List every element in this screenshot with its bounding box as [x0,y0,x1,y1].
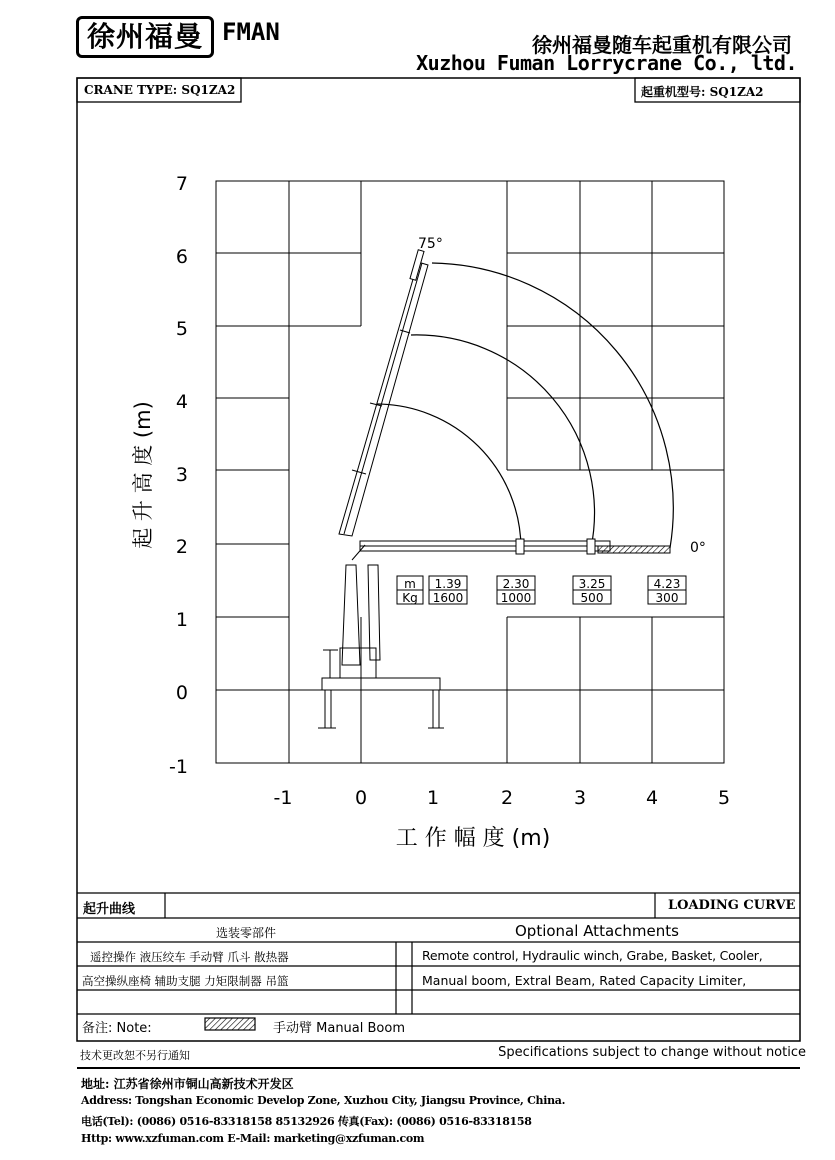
y-tick: 5 [175,318,188,340]
company-name-en: Xuzhou Fuman Lorrycrane Co., ltd. [416,51,797,75]
change-notice-en: Specifications subject to change without notice [498,1045,806,1060]
radius-value: 3.25 [578,577,606,591]
x-tick: 2 [500,787,514,809]
contact-phone: 电话(Tel): (0086) 0516-83318158 85132926 传真(Fax): (0086) 0516-83318158 [81,1115,532,1128]
y-tick: 3 [175,464,188,486]
y-tick: -1 [169,756,188,778]
radius-value: 1.39 [434,577,462,591]
x-tick: 3 [573,787,587,809]
brand-name: FMAN [222,18,280,46]
crane-type-cn: 起重机型号: SQ1ZA2 [641,85,764,99]
options-title-cn: 选装零部件 [216,926,277,940]
loading-curve-cn: 起升曲线 [83,902,136,917]
x-axis-label: 工 作 幅 度 (m) [395,826,551,851]
company-logo: 徐州福曼 [76,16,214,58]
load-table [397,576,686,605]
options-cn-line2: 高空操纵座椅 辅助支腿 力矩限制器 吊篮 [82,974,289,988]
chart-grid [216,181,724,763]
y-tick: 0 [175,682,188,704]
angle-max-label: 75° [418,236,443,252]
x-tick: 4 [645,787,659,809]
crane-type-en: CRANE TYPE: SQ1ZA2 [84,83,236,97]
options-title-en: Optional Attachments [515,922,679,940]
company-name-cn: 徐州福曼随车起重机有限公司 [532,33,792,57]
x-tick: 1 [426,787,440,809]
load-value: 500 [580,591,604,605]
y-axis-label: 起 升 高 度 (m) [131,401,155,549]
load-value: 1000 [500,591,532,605]
options-en-line1: Remote control, Hydraulic winch, Grabe, Basket, Cooler, [422,948,763,963]
x-tick: -1 [273,787,293,809]
radius-value: 4.23 [653,577,681,591]
y-tick: 1 [175,609,188,631]
y-tick: 4 [175,391,188,413]
y-tick: 6 [175,246,188,268]
change-notice-cn: 技术更改恕不另行通知 [80,1049,190,1062]
note-manual-boom: 手动臂 Manual Boom [273,1021,405,1036]
load-value: 300 [655,591,679,605]
y-tick: 7 [175,173,188,195]
options-en-line2: Manual boom, Extral Beam, Rated Capacity Limiter, [422,973,747,988]
x-tick-labels [274,787,731,809]
address-cn: 地址: 江苏省徐州市铜山高新技术开发区 [81,1077,294,1091]
angle-min-label: 0° [690,540,706,556]
address-en: Address: Tongshan Economic Develop Zone, Xuzhou City, Jiangsu Province, China. [81,1094,566,1107]
load-value: 1600 [432,591,464,605]
x-tick: 0 [354,787,368,809]
crane-boom-drawing [318,250,670,728]
y-tick-labels [169,173,188,778]
loading-curves [377,263,673,548]
unit-load: Kg [402,591,418,605]
options-cn-line1: 遥控操作 液压绞车 手动臂 爪斗 散热器 [90,950,289,964]
loading-curve-en: LOADING CURVE [668,898,796,913]
unit-radius: m [404,577,416,591]
note-label: 备注: Note: [82,1021,152,1036]
radius-value: 2.30 [502,577,530,591]
y-tick: 2 [175,536,188,558]
x-tick: 5 [717,787,731,809]
contact-web: Http: www.xzfuman.com E-Mail: marketing@xzfuman.com [81,1132,425,1145]
